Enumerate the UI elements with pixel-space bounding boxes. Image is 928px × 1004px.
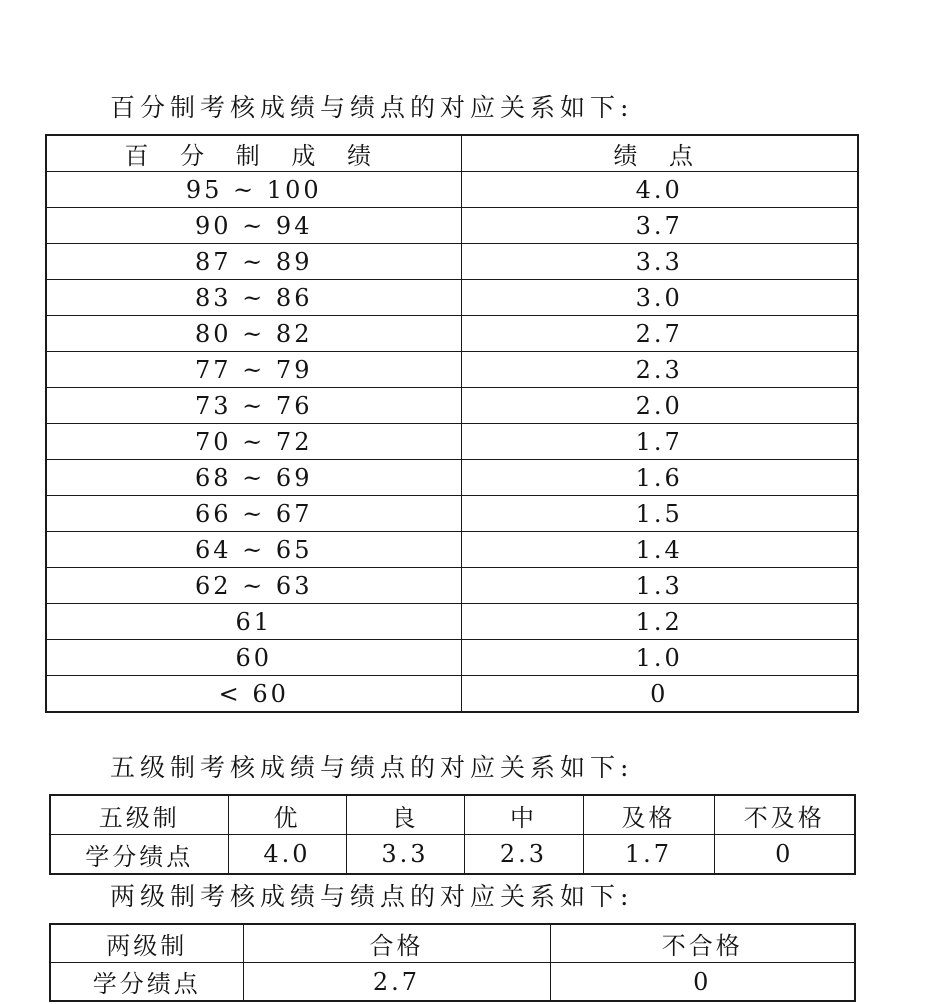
gpa-qualified: 2.7 [243, 963, 550, 1002]
table-row [46, 424, 858, 460]
gpa-cell: 1.3 [461, 568, 858, 604]
table-row [46, 496, 858, 532]
gpa-cell: 2.0 [461, 388, 858, 424]
header-unqualified: 不合格 [550, 924, 855, 963]
table-row [46, 568, 858, 604]
score-range-cell: < 60 [46, 676, 461, 713]
row-label: 学分绩点 [50, 963, 243, 1002]
gpa-cell: 3.7 [461, 208, 858, 244]
five-level-gpa-table [49, 794, 856, 875]
score-range-cell: 73 ~ 76 [46, 388, 461, 424]
gpa-excellent: 4.0 [228, 835, 346, 875]
header-excellent: 优 [228, 795, 346, 835]
header-medium: 中 [464, 795, 583, 835]
score-range-cell: 68 ~ 69 [46, 460, 461, 496]
table-header-row [50, 795, 855, 835]
score-range-cell: 87 ~ 89 [46, 244, 461, 280]
score-range-cell: 61 [46, 604, 461, 640]
two-level-caption: 两级制考核成绩与绩点的对应关系如下: [110, 882, 634, 911]
table-row [50, 835, 855, 875]
header-good: 良 [346, 795, 464, 835]
gpa-cell: 1.2 [461, 604, 858, 640]
gpa-good: 3.3 [346, 835, 464, 875]
percentage-gpa-table [45, 134, 859, 713]
header-qualified: 合格 [243, 924, 550, 963]
table-row [46, 676, 858, 713]
score-range-cell: 66 ~ 67 [46, 496, 461, 532]
gpa-cell: 3.0 [461, 280, 858, 316]
score-range-cell: 62 ~ 63 [46, 568, 461, 604]
score-range-cell: 83 ~ 86 [46, 280, 461, 316]
row-label: 学分绩点 [50, 835, 228, 875]
score-range-cell: 80 ~ 82 [46, 316, 461, 352]
table-row [46, 316, 858, 352]
table-row [46, 208, 858, 244]
gpa-pass: 1.7 [583, 835, 714, 875]
header-five-level: 五级制 [50, 795, 228, 835]
gpa-medium: 2.3 [464, 835, 583, 875]
score-range-cell: 90 ~ 94 [46, 208, 461, 244]
table-row [46, 604, 858, 640]
two-level-gpa-table [49, 923, 856, 1002]
score-range-cell: 64 ~ 65 [46, 532, 461, 568]
score-range-cell: 95 ~ 100 [46, 172, 461, 208]
gpa-cell: 1.0 [461, 640, 858, 676]
table-row [46, 172, 858, 208]
header-percentage-score: 百 分 制 成 绩 [46, 135, 461, 172]
table-row [46, 640, 858, 676]
gpa-cell: 1.7 [461, 424, 858, 460]
gpa-cell: 4.0 [461, 172, 858, 208]
header-fail: 不及格 [714, 795, 855, 835]
gpa-cell: 3.3 [461, 244, 858, 280]
gpa-fail: 0 [714, 835, 855, 875]
gpa-cell: 1.5 [461, 496, 858, 532]
table-row [46, 460, 858, 496]
percentage-caption: 百分制考核成绩与绩点的对应关系如下: [110, 93, 634, 122]
gpa-cell: 2.3 [461, 352, 858, 388]
table-row [46, 532, 858, 568]
header-gpa: 绩 点 [461, 135, 858, 172]
table-row [46, 280, 858, 316]
score-range-cell: 77 ~ 79 [46, 352, 461, 388]
gpa-unqualified: 0 [550, 963, 855, 1002]
table-row [46, 388, 858, 424]
gpa-cell: 2.7 [461, 316, 858, 352]
score-range-cell: 60 [46, 640, 461, 676]
header-two-level: 两级制 [50, 924, 243, 963]
gpa-cell: 0 [461, 676, 858, 713]
header-pass: 及格 [583, 795, 714, 835]
five-level-caption: 五级制考核成绩与绩点的对应关系如下: [110, 753, 634, 782]
table-row [50, 963, 855, 1002]
gpa-cell: 1.6 [461, 460, 858, 496]
table-header-row [50, 924, 855, 963]
score-range-cell: 70 ~ 72 [46, 424, 461, 460]
table-row [46, 244, 858, 280]
gpa-cell: 1.4 [461, 532, 858, 568]
table-header-row [46, 135, 858, 172]
table-row [46, 352, 858, 388]
